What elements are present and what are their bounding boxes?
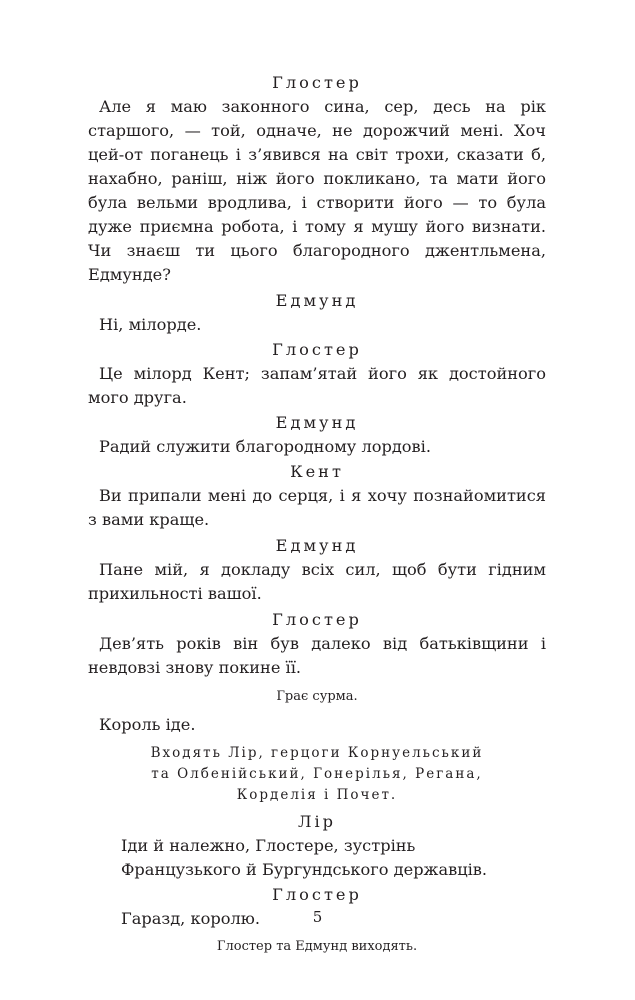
speaker-name: Едмунд bbox=[275, 413, 359, 432]
speaker-name: Глостер bbox=[272, 340, 362, 359]
speaker-name: Едмунд bbox=[275, 291, 359, 310]
speech: Ні, мілорде. bbox=[99, 315, 202, 334]
speaker-name: Глостер bbox=[272, 73, 362, 92]
speaker-name: Кент bbox=[290, 462, 344, 481]
speaker-name: Глостер bbox=[272, 885, 362, 904]
speech: Радий служити благородному лордові. bbox=[99, 437, 431, 456]
page-text bbox=[88, 70, 546, 957]
speaker-name: Лір bbox=[297, 812, 337, 831]
speaker-name: Глостер bbox=[272, 610, 362, 629]
entrance-line: та Олбенійський, Гонерілья, Регана, bbox=[151, 766, 483, 782]
page-number: 5 bbox=[312, 908, 323, 926]
verse-line: Французького й Бургундського державців. bbox=[121, 860, 488, 879]
speech: Пане мій, я докладу всіх сил, щоб бути гідним прихильності вашої. bbox=[88, 560, 546, 603]
speaker-name: Едмунд bbox=[275, 536, 359, 555]
speech: Дев’ять років він був далеко від батьківщини і невдовзі знову покине її. bbox=[88, 634, 546, 677]
entrance-line: Корделія і Почет. bbox=[236, 787, 398, 803]
verse-line: Іди й належно, Глостере, зустрінь bbox=[121, 836, 416, 855]
speech: Але я маю законного сина, сер, десь на рік старшого, — той, одначе, не дорожчий мені. Хоч цей-от поганець і з’явився на світ трохи, сказати б, нахабно, раніш, ніж його покликано, та мати його була вельми вродлива, і створити його — то була дуже приємна робота, і тому я мушу його визнати. Чи знаєш ти цього благородного джентльмена, Едмунде? bbox=[88, 97, 546, 284]
stage-direction: Грає сурма. bbox=[276, 689, 358, 704]
entrance-line: Входять Лір, герцоги Корнуельський bbox=[150, 745, 484, 761]
stage-direction: Глостер та Едмунд виходять. bbox=[216, 939, 418, 954]
speech: Це мілорд Кент; запам’ятай його як достойного мого друга. bbox=[88, 364, 546, 407]
speech: Ви припали мені до серця, і я хочу познайомитися з вами краще. bbox=[88, 486, 546, 529]
speech: Король іде. bbox=[99, 715, 196, 734]
stage-entrance bbox=[88, 743, 546, 806]
verse-line: Гаразд, королю. bbox=[121, 909, 260, 928]
verse bbox=[88, 834, 546, 882]
